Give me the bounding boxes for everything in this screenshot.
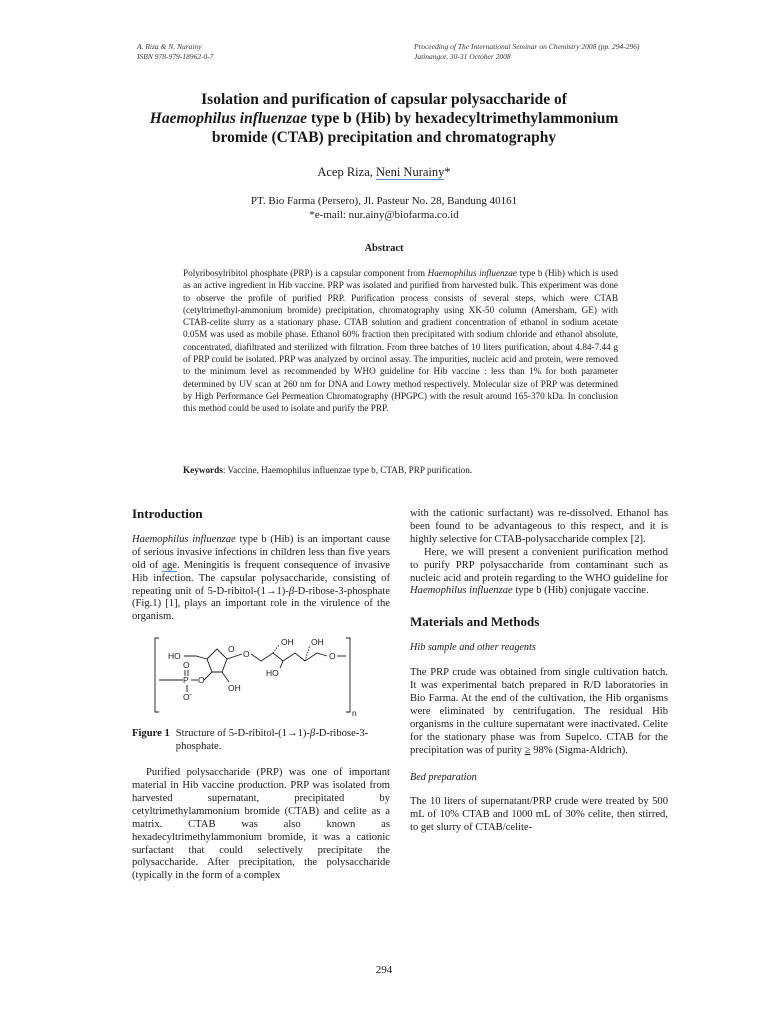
caption-text-a: Structure of 5-D-ribitol-(1→1)- xyxy=(175,728,310,740)
abstract-species: Haemophilus influenzae xyxy=(427,268,517,278)
abstract-body xyxy=(183,267,618,415)
intro-paragraph-2: Purified polysaccharide (PRP) was one of important material in Hib vaccine production. PRP was isolated from harvested supernatant, precipitated by cetyltrimethylammonium bromide (CTAB) and celite as a matrix. CTAB was also known as hexadecyltrimethylammonium bromide, it was a cationic surfactant that could selectively precipitate the polysaccharide. After precipitation, the polysaccharide (typically in the form of a complex xyxy=(132,767,390,882)
title-line-2-rest: type b (Hib) by hexadecyltrimethylammonium xyxy=(306,110,619,127)
keywords xyxy=(183,465,618,475)
bond-c3-o xyxy=(204,672,212,680)
running-header-left xyxy=(137,42,213,62)
intro-text-b: . Meningitis is frequent consequence of invasive Hib infection. The capsular polysaccharide, consisting of repeating unit of 5-D-ribitol-(1→1)- xyxy=(132,559,390,597)
label-oh-top-1: OH xyxy=(281,637,294,648)
intro-species: Haemophilus influenzae xyxy=(132,533,236,545)
intro-text-c: -D-ribose-3-phosphate (Fig.1) [1], plays an important role in the virulence of the organism. xyxy=(132,585,390,623)
intro-beta: β xyxy=(288,585,295,597)
caption-beta: β xyxy=(309,728,316,740)
right-column xyxy=(410,508,668,835)
bracket-right xyxy=(346,638,350,712)
intro-age-link[interactable]: age xyxy=(162,559,178,571)
header-authors: A. Riza & N. Nurainy xyxy=(137,42,202,51)
subheading-hib-sample: Hib sample and other reagents xyxy=(410,642,536,654)
right-p2-species: Haemophilus influenzae xyxy=(410,585,513,597)
left-column xyxy=(132,508,390,883)
title-line-1: Isolation and purification of capsular polysaccharide of xyxy=(201,91,567,108)
affiliation-address: PT. Bio Farma (Persero), Jl. Pasteur No. 28, Bandung 40161 xyxy=(250,195,518,207)
label-minus: - xyxy=(189,689,192,700)
caption-text-b: -D-ribose-3-phosphate. xyxy=(175,728,369,753)
abstract-text-rest: type b (Hib) which is used as an active ingredient in Hib vaccine. PRP was isolated and purified from harvested bulk. This experiment was done to observe the profile of purified PRP. Purification process consists of several steps, which were CTAB (cetyltrimethyl-ammonium bromide) precipitation, chromatography using XK-50 column (Amersham, GE) with CTAB-celite slurry as a stationary phase. CTAB solution and gradient concentration of ethanol in sodium acetate 0.05M was used as mobile phase. Ethanol 60% fraction then precipitated with sodium chloride and ethanol absolute, concentrated, diafiltrated and sterilized with filtration. From three batches of 10 liters purification, about 4.84-7.44 g of PRP could be isolated. PRP was analyzed by orcinol assay. The impurities, nucleic acid and protein, were removed to the minimum level as recommended by WHO guideline for Hib vaccine : less than 1% for both parameter determined by UV scan at 260 nm for DNA and Lowry method respectively. Molecular size of PRP was determined by High Performance Gel Permeation Chromatography (HPGPC) with the result around 165-370 kDa. In conclusion this method could be used to isolate and purify the PRP. xyxy=(183,268,619,414)
label-ho-left: HO xyxy=(168,651,181,662)
materials-text-b: 98% (Sigma-Aldrich). xyxy=(530,744,628,756)
prp-structure-diagram xyxy=(132,636,390,720)
ribose-ring xyxy=(207,649,227,672)
author-list xyxy=(0,165,768,180)
figure-1-label: Figure 1 xyxy=(132,728,170,740)
bond-c2-oh xyxy=(222,672,229,682)
abstract-heading: Abstract xyxy=(364,243,404,254)
right-p2-text-b: type b (Hib) conjugate vaccine. xyxy=(512,585,649,597)
author-second-link[interactable]: Neni Nurainy xyxy=(376,165,445,179)
title-species: Haemophilus influenzae xyxy=(149,110,307,127)
bond-ho-ch2 xyxy=(184,656,207,659)
subheading-bed-preparation: Bed preparation xyxy=(410,771,477,783)
corresponding-mark: * xyxy=(444,165,451,179)
label-oh-bottom: OH xyxy=(228,683,241,694)
ribitol-chain xyxy=(251,653,327,661)
title-line-2 xyxy=(100,109,668,128)
label-p-atom: P xyxy=(183,675,189,686)
running-header-right xyxy=(414,42,640,62)
title-line-3: bromide (CTAB) precipitation and chromatography xyxy=(211,129,557,146)
label-ho-mid: HO xyxy=(266,668,279,679)
label-o-link: O xyxy=(243,649,250,660)
header-proceeding: Proceeding of The International Seminar on Chemistry 2008 (pp. 294-296) xyxy=(414,42,640,51)
label-n: n xyxy=(352,708,357,719)
bed-preparation-paragraph: The 10 liters of supernatant/PRP crude were treated by 500 mL of 10% CTAB and 1000 mL of 30% celite, then stirred, to get slurry of CTAB/celite- xyxy=(410,796,668,834)
bond-ho-mid xyxy=(280,661,283,668)
label-o-minus: O xyxy=(183,692,190,703)
keywords-text: : Vaccine, Haemophilus influenzae type b, CTAB, PRP purification. xyxy=(222,465,473,475)
intro-paragraph-1 xyxy=(132,534,390,624)
bracket-left xyxy=(155,638,159,712)
abstract-text-start: Polyribosylribitol phosphate (PRP) is a capsular component from xyxy=(183,268,428,278)
introduction-heading: Introduction xyxy=(132,506,203,521)
materials-methods-heading: Materials and Methods xyxy=(410,614,540,630)
affiliation-email: *e-mail: nur.ainy@biofarma.co.id xyxy=(309,209,459,221)
figure-1-caption xyxy=(132,728,390,754)
materials-ge-symbol: ≥ xyxy=(524,744,531,756)
right-paragraph-1: with the cationic surfactant) was re-dissolved. Ethanol has been found to be advantageous to this respect, and it is highly selective for CTAB-polysaccharide complex [2]. xyxy=(410,508,668,545)
label-o-ester: O xyxy=(198,675,205,686)
materials-text-a: The PRP crude was obtained from single cultivation batch. It was experimental batch prepared in R/D laboratories in Bio Farma. At the end of the cultivation, the Hib organisms were eliminated by centrifugation. The residual Hib organisms in the culture supernatant were inactivated. Celite for the stationary phase was from Supelco. CTAB for the precipitation was of purity xyxy=(410,667,668,756)
header-venue: Jatinangor, 30-31 October 2008 xyxy=(414,52,511,61)
materials-paragraph-1 xyxy=(410,667,668,757)
bond-c1-o xyxy=(227,654,242,659)
header-isbn: ISBN 978-979-18962-0-7 xyxy=(137,52,214,61)
label-o-ring: O xyxy=(228,644,235,655)
right-paragraph-2 xyxy=(410,547,668,599)
intro-text-a: type b (Hib) is an important cause of serious invasive infections in children less than five years old of xyxy=(132,533,390,571)
keywords-label: Keywords xyxy=(183,465,223,475)
affiliation xyxy=(0,194,768,222)
label-o-double: O xyxy=(183,660,190,671)
page-number: 294 xyxy=(375,964,393,976)
label-oh-top-2: OH xyxy=(311,637,324,648)
label-o-right: O xyxy=(329,651,336,662)
right-p2-text-a: Here, we will present a convenient purification method to purify PRP polysaccharide from contaminant such as nucleic acid and protein regarding to the WHO guideline for xyxy=(410,546,668,584)
figure-1-caption-text xyxy=(176,728,390,754)
figure-1-structure xyxy=(132,636,390,720)
bond-oh-1 xyxy=(273,645,279,653)
paper-title xyxy=(100,90,668,147)
author-first: Acep Riza, xyxy=(317,165,376,179)
